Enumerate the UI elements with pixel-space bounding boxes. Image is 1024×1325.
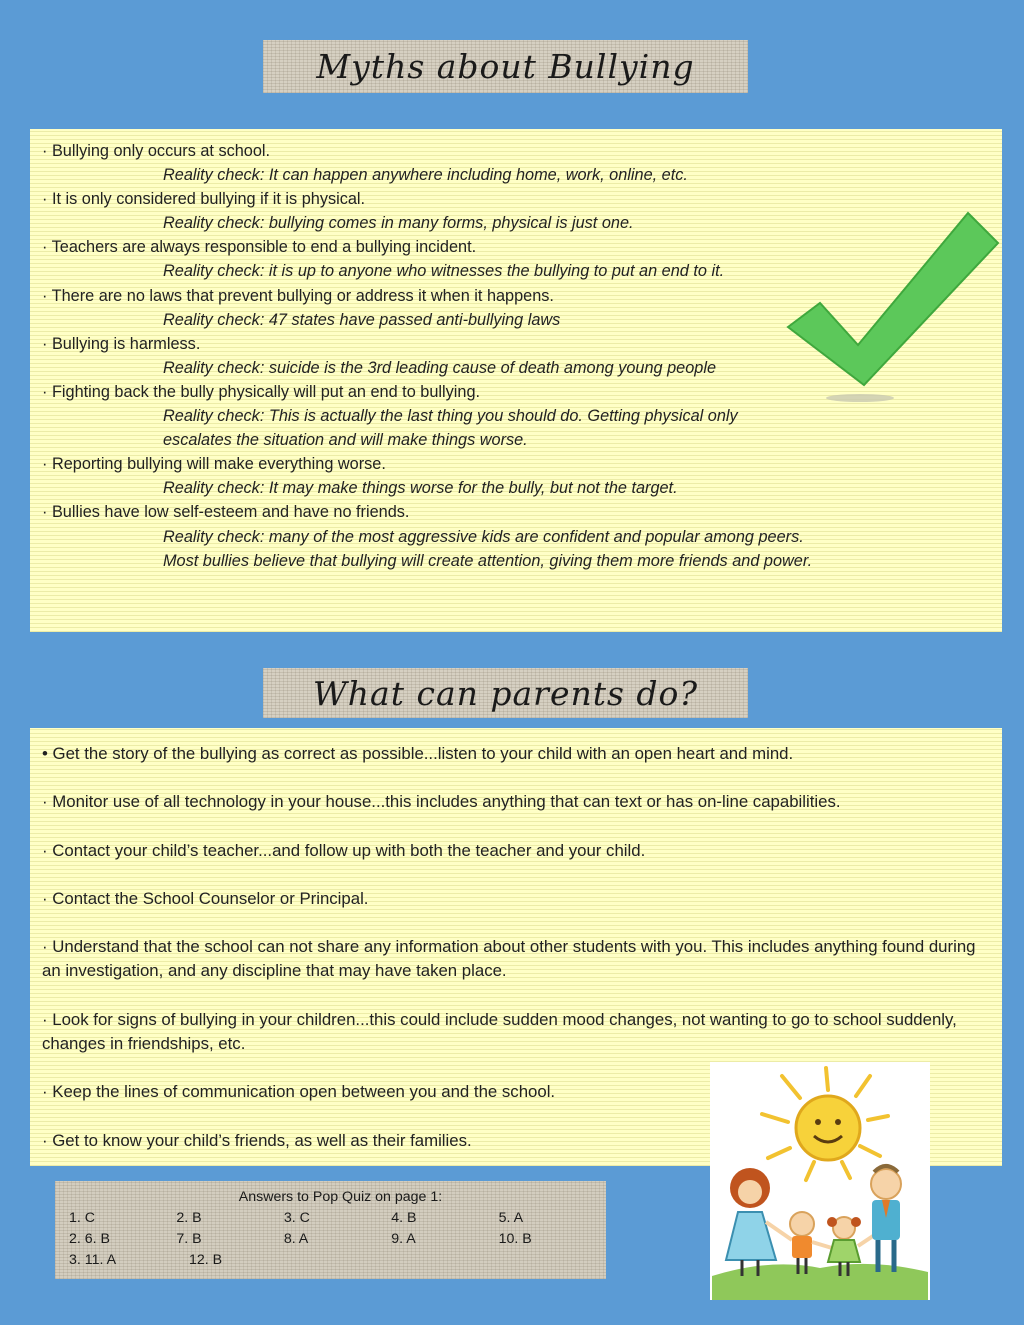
myth-statement: · Fighting back the bully physically will put an end to bullying. [42,382,481,401]
reality-check: Reality check: bullying comes in many forms, physical is just one. [163,214,634,233]
answer-cell: 8. A [283,1230,309,1247]
parent-tip: · Contact the School Counselor or Principal. [42,888,369,908]
myth-statement: · Bullying only occurs at school. [42,142,271,160]
sun-family-illustration [710,1062,930,1300]
parent-tip: · Contact your child’s teacher...and follow up with both the teacher and your child. [42,840,646,860]
parent-tip: · Monitor use of all technology in your house...this includes anything that can text or has on-line capabilities. [42,792,841,812]
reality-check: Most bullies believe that bullying will create attention, giving them more friends and power. [163,551,813,570]
answer-cell: 3. 11. A [69,1251,117,1268]
myth-statement: · It is only considered bullying if it is physical. [42,190,366,209]
answer-cell: 3. C [283,1209,310,1226]
myth-statement: · Bullies have low self-esteem and have no friends. [42,503,410,522]
parents-title-banner [263,668,748,718]
answer-cell: 5. A [498,1209,524,1226]
myths-title: Myths about Bullying [316,47,695,86]
reality-check: Reality check: it is up to anyone who witnesses the bullying to put an end to it. [163,262,725,281]
answer-cell: 4. B [391,1209,417,1226]
checkmark-icon [780,205,1005,405]
parent-tip: · Get to know your child’s friends, as well as their families. [42,1130,472,1150]
answer-cell: 1. C [69,1209,96,1226]
answer-cell: 9. A [391,1230,416,1247]
myth-statement: · Bullying is harmless. [42,334,201,353]
parent-tip: · Keep the lines of communication open between you and the school. [42,1082,556,1102]
answer-row [55,1228,606,1249]
answer-cell: 12. B [189,1251,223,1268]
parent-tip: • Get the story of the bullying as correct as possible...listen to your child with an open heart and mind. [42,744,794,763]
reality-check: Reality check: suicide is the 3rd leading cause of death among young people [163,358,717,377]
answer-cell: 7. B [176,1230,202,1247]
parent-tip: · Understand that the school can not share any information about other students with you. This includes anything found during an investigation, and any discipline that may have taken place. [42,937,976,981]
answer-cell: 10. B [498,1230,532,1247]
reality-check: escalates the situation and will make things worse. [163,431,528,450]
reality-check: Reality check: It may make things worse for the bully, but not the target. [163,479,678,498]
reality-check: Reality check: This is actually the last thing you should do. Getting physical only [163,407,738,426]
parent-tip: · Look for signs of bullying in your children...this could include sudden mood changes, not wanting to go to school suddenly, changes in friendships, etc. [42,1009,957,1054]
answer-cell: 2. 6. B [69,1230,111,1247]
parents-title: What can parents do? [312,673,699,713]
reality-check: Reality check: It can happen anywhere including home, work, online, etc. [163,166,688,185]
answer-row [55,1249,606,1270]
myth-statement: · There are no laws that prevent bullying or address it when it happens. [42,286,554,305]
answers-title: Answers to Pop Quiz on page 1: [238,1189,443,1205]
reality-check: Reality check: 47 states have passed anti-bullying laws [163,310,561,329]
answer-row [55,1207,606,1228]
quiz-answers-box [55,1181,606,1279]
myths-title-banner [263,40,748,93]
answer-cell: 2. B [176,1209,202,1226]
myth-statement: · Reporting bullying will make everything worse. [42,455,386,474]
reality-check: Reality check: many of the most aggressive kids are confident and popular among peers. [163,527,804,546]
myth-statement: · Teachers are always responsible to end a bullying incident. [42,238,477,257]
